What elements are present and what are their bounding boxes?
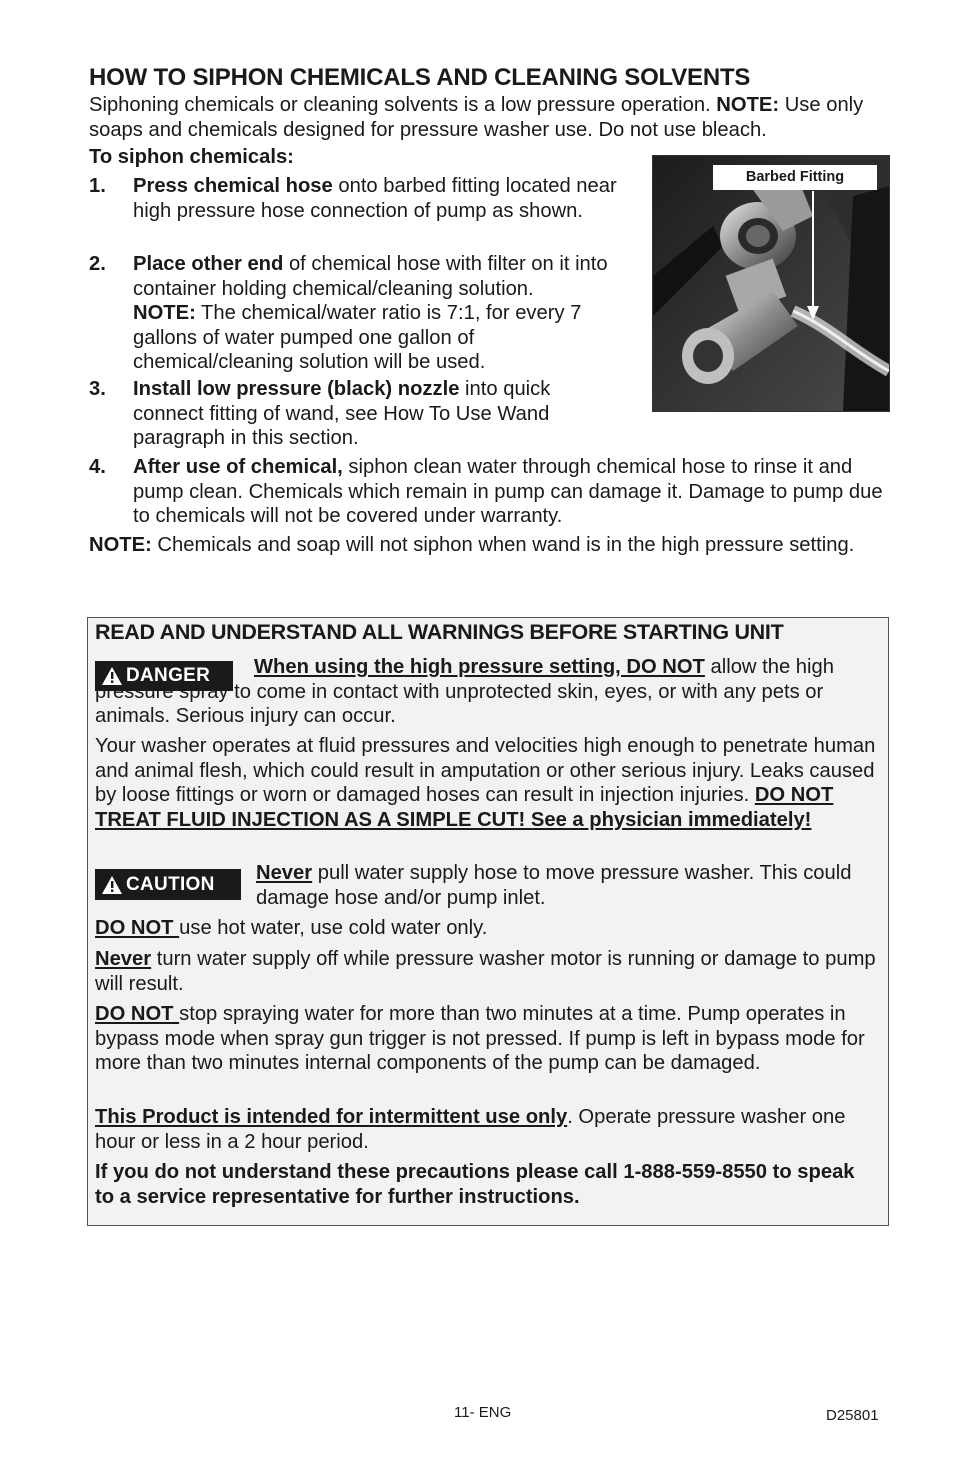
item-lead: Never — [95, 948, 152, 970]
warnings-heading: READ AND UNDERSTAND ALL WARNINGS BEFORE STARTING UNIT — [95, 620, 784, 644]
step-note-label: NOTE: — [133, 302, 196, 325]
warning-item-hot-water — [95, 916, 885, 941]
item-text: stop spraying water for more than two minutes at a time. Pump operates in bypass mode when spray gun trigger is not pressed. If pump is left in bypass mode for more than two minutes internal components of the pump can be damaged. — [95, 1003, 865, 1075]
step-2 — [89, 252, 639, 377]
step-text: onto barbed fitting located near high pressure hose connection of pump as shown. — [133, 175, 617, 222]
step-body — [133, 252, 633, 375]
barbed-fitting-label: Barbed Fitting — [713, 165, 877, 190]
barbed-fitting-photo — [652, 155, 890, 412]
danger-body: allow the high pressure spray to come in contact with unprotected skin, eyes, or with any pets or animals. Serious injury can occur. — [95, 656, 834, 728]
intro-paragraph — [89, 93, 899, 142]
item-text: use hot water, use cold water only. — [179, 917, 488, 939]
fluid-text: Your washer operates at fluid pressures and velocities high enough to penetrate human and animal flesh, which could result in amputation or other serious injury. Leaks caused by loose fittings or worn or damaged hoses can result in injection injuries. — [95, 735, 876, 807]
danger-badge-label: DANGER — [126, 665, 211, 686]
item-text: turn water supply off while pressure washer motor is running or damage to pump will result. — [95, 948, 876, 995]
step-body — [133, 455, 893, 529]
fitting-illustration — [653, 156, 889, 411]
caution-text — [256, 861, 866, 910]
step-number: 1. — [89, 175, 106, 197]
item-lead: This Product is intended for intermittent use only — [95, 1106, 568, 1128]
page-number: 11- ENG — [454, 1404, 512, 1421]
siphon-subhead: To siphon chemicals: — [89, 146, 294, 168]
step-text: siphon clean water through chemical hose to rinse it and pump clean. Chemicals which remain in pump can damage it. Damage to pump due to chemicals will not be covered under warranty. — [133, 456, 883, 528]
intro-note-label: NOTE: — [716, 94, 780, 116]
note-text: Chemicals and soap will not siphon when wand is in the high pressure setting. — [151, 534, 855, 556]
warning-item-water-supply — [95, 947, 885, 996]
step-number: 4. — [89, 456, 106, 478]
caution-badge-label: CAUTION — [126, 873, 215, 895]
step-lead: Press chemical hose — [133, 175, 333, 197]
step-3 — [89, 377, 629, 452]
page-title: HOW TO SIPHON CHEMICALS AND CLEANING SOLVENTS — [89, 64, 751, 91]
document-code: D25801 — [826, 1407, 879, 1424]
step-note-text: The chemical/water ratio is 7:1, for every 7 gallons of water pumped one gallon of chemical/cleaning solution will be used. — [133, 302, 582, 374]
fluid-injection-paragraph — [95, 734, 885, 832]
caution-body: pull water supply hose to move pressure washer. This could damage hose and/or pump inlet. — [256, 862, 852, 909]
item-lead: DO NOT — [95, 1003, 180, 1025]
siphon-note — [89, 533, 869, 558]
step-lead: Place other end — [133, 253, 284, 275]
intro-text-2: Use only soaps and chemicals designed for pressure washer use. Do not use bleach. — [89, 94, 864, 141]
step-body — [133, 174, 629, 223]
item-lead: DO NOT — [95, 917, 180, 939]
caution-lead: Never — [256, 862, 313, 884]
step-4 — [89, 455, 889, 530]
caution-badge — [95, 869, 241, 900]
contact-paragraph: If you do not understand these precautions please call 1-888-559-8550 to speak to a service representative for further instructions. — [95, 1161, 855, 1208]
step-number: 2. — [89, 253, 106, 275]
step-1 — [89, 174, 629, 249]
step-body — [133, 377, 613, 451]
step-text: into quick connect fitting of wand, see How To Use Wand paragraph in this section. — [133, 378, 551, 450]
step-number: 3. — [89, 378, 106, 400]
step-text: of chemical hose with filter on it into container holding chemical/cleaning solution. — [133, 253, 608, 300]
danger-lead: When using the high pressure setting, DO NOT — [254, 656, 705, 678]
warning-item-bypass — [95, 1002, 885, 1076]
note-label: NOTE: — [89, 534, 152, 556]
danger-text — [95, 655, 875, 729]
fluid-emphasis: DO NOT TREAT FLUID INJECTION AS A SIMPLE CUT! See a physician immediately! — [95, 784, 834, 831]
warning-item-intermittent — [95, 1105, 885, 1154]
warning-triangle-icon — [101, 875, 123, 895]
step-lead: After use of chemical, — [133, 456, 343, 478]
item-text: . Operate pressure washer one hour or less in a 2 hour period. — [95, 1106, 846, 1153]
step-lead: Install low pressure (black) nozzle — [133, 378, 460, 400]
intro-text-1: Siphoning chemicals or cleaning solvents is a low pressure operation. — [89, 94, 717, 116]
